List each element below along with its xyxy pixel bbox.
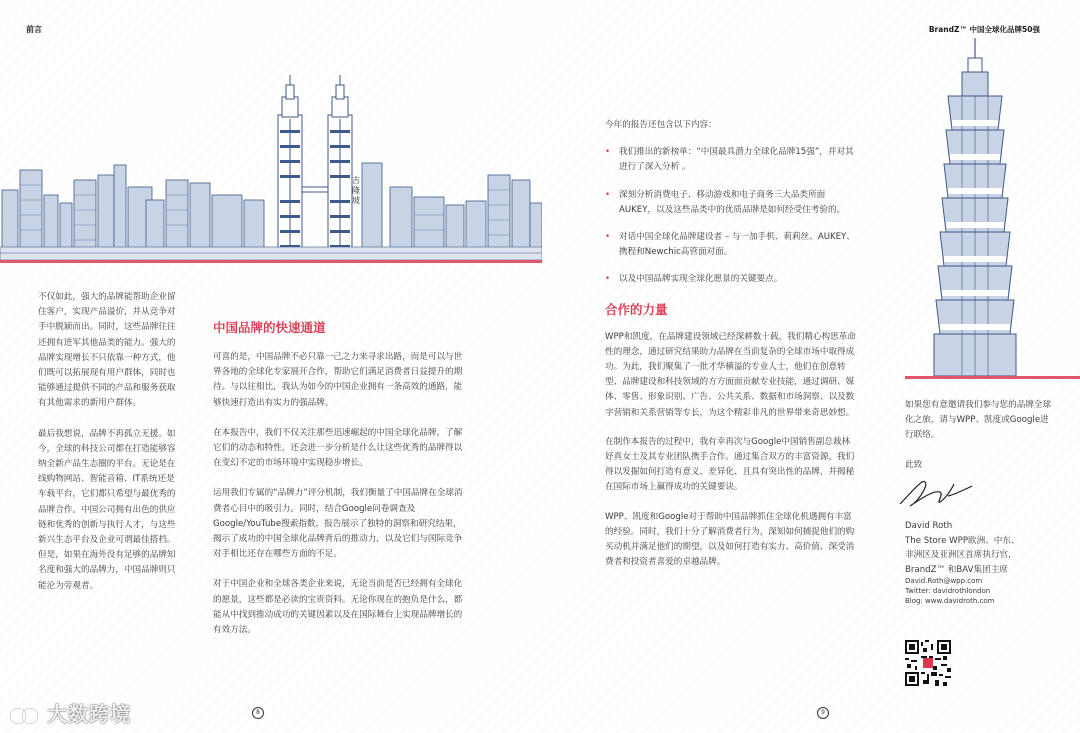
report-title-header: BrandZ™ 中国全球化品牌50强 <box>928 25 1040 34</box>
paragraph: 运用我们专属的“品牌力”评分机制，我们衡量了中国品牌在全球消费者心目中的吸引力。同时，结合Google问卷调查及Google/YouTube搜索指数，报告展示了独特的洞察和研究结果，揭示了成功的中国全球化品牌背后的推动力，以及它们与国际竞争对手相比还存在哪些方面的不足。 <box>213 488 463 560</box>
watermark <box>8 698 131 730</box>
kuala-lumpur-skyline-illustration <box>0 75 542 267</box>
page-number-left: 8 <box>252 707 264 719</box>
author-title-line: BrandZ™ 和BAV集团主席 <box>905 564 1008 575</box>
column-3 <box>605 118 857 570</box>
paragraph: 对于中国企业和全球各类企业来说，无论当前是否已经拥有全球化的愿景，这些都是必读的宝贵资料。无论你现在的抱负是什么，都能从中找到推动成功的关键因素以及在国际舞台上实现品牌增长的有效方法。 <box>213 579 463 636</box>
bullet-list <box>605 145 857 287</box>
column-1 <box>38 290 183 594</box>
paragraph: 如果您有意邀请我们参与您的品牌全球化之旅，请与WPP、凯度或Google进行联络。 <box>905 400 1052 441</box>
author-email: David.Roth@wpp.com <box>905 577 983 585</box>
paragraph: 在制作本报告的过程中，我有幸再次与Google中国销售副总裁林妤真女士及其专业团队携手合作。通过集合双方的丰富资源，我们得以发掘如何打造有意义、差异化、且具有突出性的品牌，并揭秘在国际市场上赢得成功的关键要诀。 <box>605 436 855 493</box>
list-item: • 我们推出的新榜单：“中国最具潜力全球化品牌15强”，并对其进行了深入分析 。 <box>605 145 857 175</box>
author-name: David Roth <box>905 521 953 531</box>
red-divider-left <box>0 260 542 263</box>
signature-block <box>905 519 1080 606</box>
paragraph: 可喜的是，中国品牌不必只靠一己之力来寻求出路，而是可以与世界各地的全球化专家展开合作，帮助它们满足消费者日益提升的期待。与以往相比，我认为如今的中国企业拥有一条高效的通路，能够快速打造出有实力的强品牌。 <box>213 352 463 408</box>
paragraph: 最后我想说，品牌不再孤立无援。如今，全球的科技公司都在打造能够容纳全新产品生态圈的平台。无论是在线购物网站、智能音箱、IT系统还是车载平台，它们都只希望与最优秀的品牌合作。中国公司拥有出色的供应链和优秀的创新与执行人才，与这些新兴生态平台及企业可谓最佳搭档。但是，如果在海外没有足够的品牌知名度和强大的品牌力，中国品牌则只能沦为旁观者。 <box>38 428 176 591</box>
list-item: • 以及中国品牌实现全球化愿景的关键要点。 <box>605 272 857 287</box>
signature-image <box>896 474 976 514</box>
list-item: • 深刻分析消费电子、移动游戏和电子商务三大品类所面AUKEY，以及这些品类中的优质品牌是如何经受住考验的。 <box>605 188 857 218</box>
red-divider-right <box>905 376 1080 379</box>
author-title-line: 非洲区及亚洲区首席执行官, <box>905 550 1011 560</box>
intro-text: 今年的报告还包含以下内容： <box>605 120 717 130</box>
watermark-logo-icon <box>8 704 42 730</box>
closing-text: 此致 <box>905 459 923 470</box>
qr-code-icon <box>905 640 951 686</box>
section-header: 前言 <box>26 25 42 34</box>
section-heading: 合作的力量 <box>605 301 668 317</box>
list-item: • 对话中国全球化品牌建设者 – 与一加手机、莉莉丝、AUKEY、携程和Newchic高管面对面。 <box>605 230 857 260</box>
taipei-101-illustration <box>920 38 1030 378</box>
column-2 <box>213 318 463 638</box>
column-4 <box>905 398 1055 473</box>
page-number-right: 9 <box>817 707 829 719</box>
city-label: 吉隆坡 <box>352 176 360 205</box>
paragraph: 在本报告中，我们不仅关注那些迅速崛起的中国全球化品牌，了解它们的动态和特性，还会进一步分析是什么让这些优秀的品牌得以在变幻不定的市场环境中实现稳步增长。 <box>213 427 463 469</box>
paragraph: 不仅如此，强大的品牌能帮助企业留住客户，实现产品溢价，并从竞争对手中脱颖而出。同时，这些品牌往往还拥有进军其他品类的能力。强大的品牌实现增长不只依靠一种方式，他们既可以拓展现有用户群体，同时也能够通过提供不同的产品和服务获取有其他需求的新用户群体。 <box>38 292 176 409</box>
author-twitter: Twitter: davidrothlondon <box>905 586 991 595</box>
author-title-line: The Store WPP欧洲、中东、 <box>905 535 1020 546</box>
paragraph: WPP和凯度，在品牌建设领域已经深耕数十载。我们精心构思革命性的理念，通过研究结果助力品牌在当前复杂的全球市场中取得成功。为此，我们聚集了一批才华横溢的专业人士，他们在创意转型、品牌建设和科技领域的方方面面贡献专业技能，通过调研、媒体、零售、形象识别、广告、公共关系、数据和市场洞察、以及数字营销和关系营销等专长，为这个精彩非凡的世界带来奇思妙想。 <box>605 331 856 418</box>
section-heading: 中国品牌的快速通道 <box>213 320 326 335</box>
watermark-text: 大数跨境 <box>47 702 132 726</box>
paragraph: WPP、凯度和Google对于帮助中国品牌抓住全球化机遇拥有丰富的经验。同时，我们十分了解消费者行为，深知如何捕捉他们的购买动机并满足他们的期望，以及如何打造有实力、高价值、深受消费者和投资者喜爱的卓越品牌。 <box>605 511 855 568</box>
author-blog: Blog: www.davidroth.com <box>905 596 995 605</box>
